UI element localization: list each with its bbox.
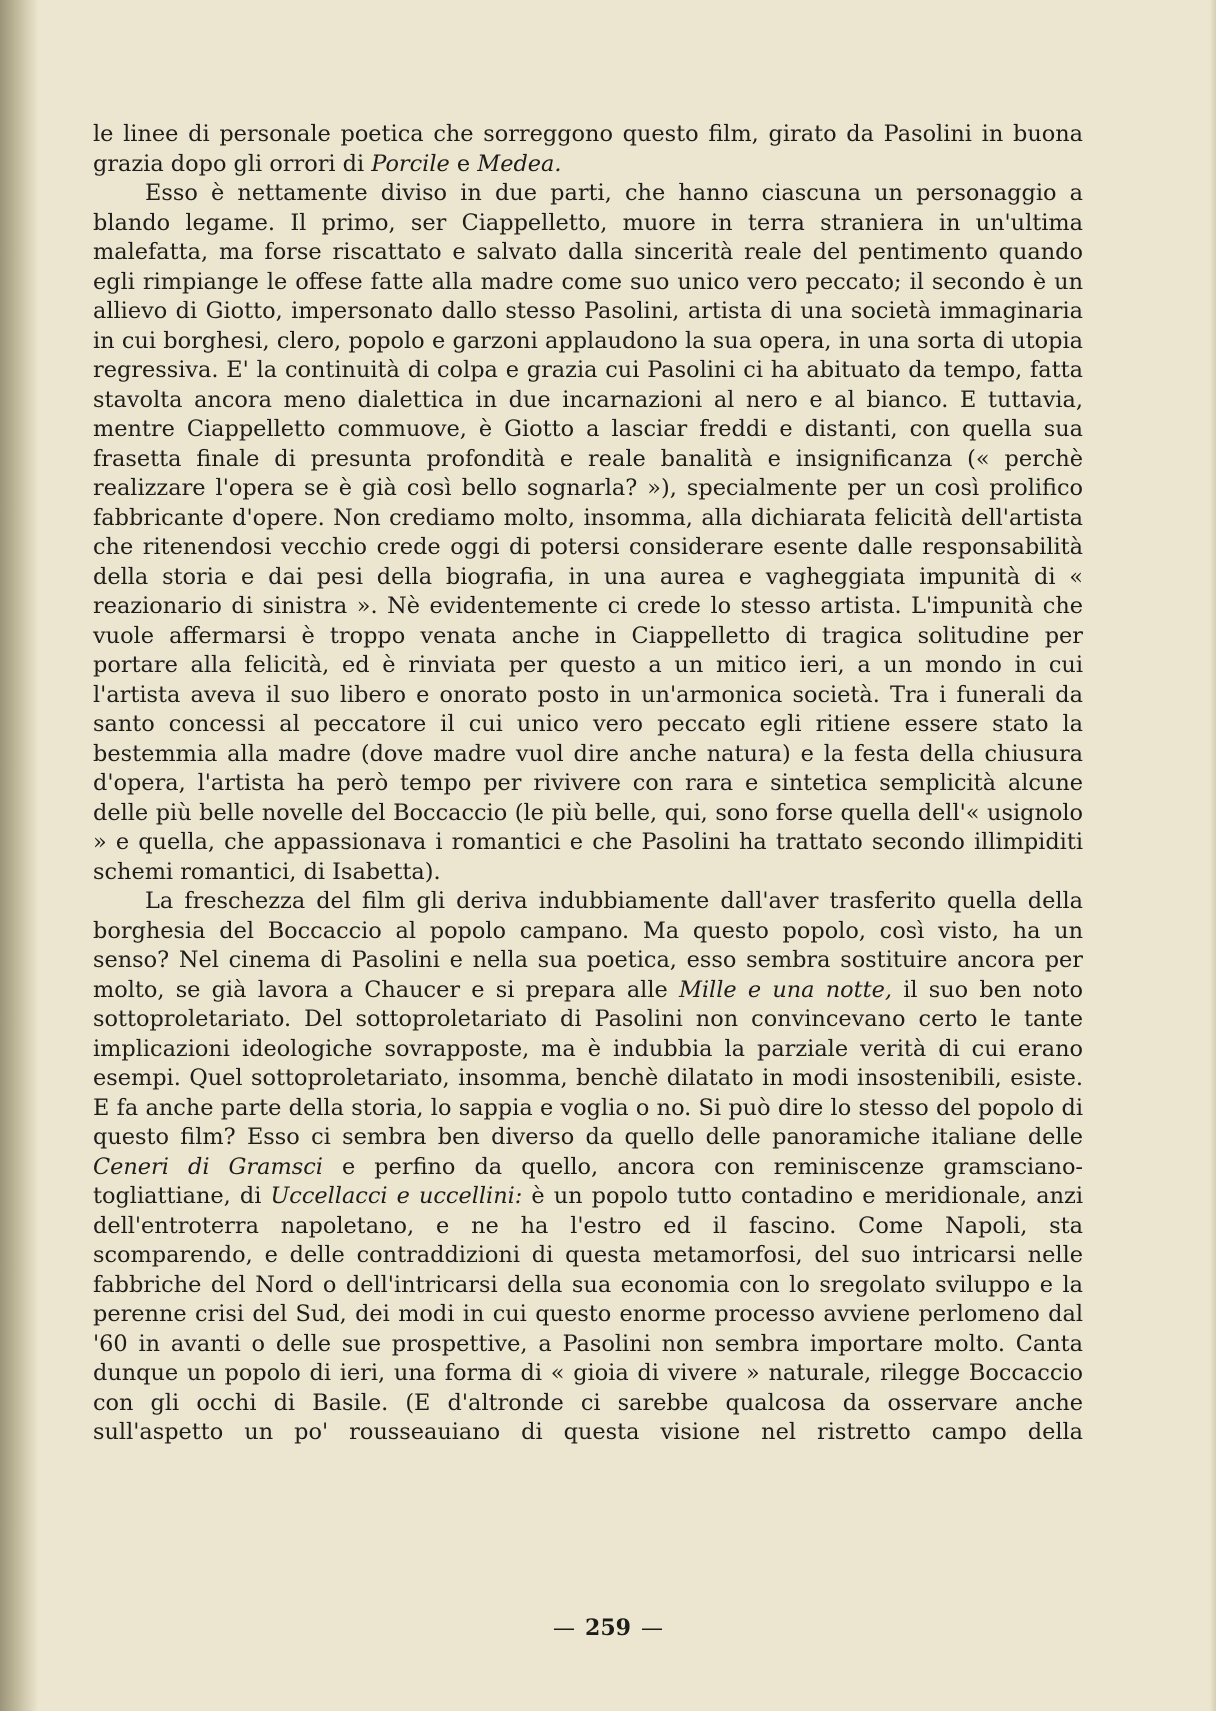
text-run: è un popolo tutto contadino e meridionale, anzi dell'entroterra napoletano, e ne ha l'estro ed il fascino. Come Napoli, sta scomparendo, e delle contraddizioni di questa metamorfosi, del suo intricarsi nelle fabbriche del Nord o dell'intricarsi della sua economia con lo sregolato sviluppo e la perenne crisi del Sud, dei modi in cui questo enorme processo avviene perlomeno dal '60 in avanti o delle sue prospettive, a Pasolini non sembra importare molto. Canta dunque un popolo di ieri, una forma di « gioia di vivere » naturale, rilegge Boccaccio con gli occhi di Basile. (E d'altronde ci sarebbe qualcosa da osservare anche sull'aspetto un po' rousseauiano di questa visione nel ristretto campo della [93,1183,1083,1445]
italic-title: Ceneri di Gramsci [93,1153,323,1180]
binding-shadow [0,0,38,1711]
italic-title: Uccellacci e uccellini: [270,1183,523,1209]
italic-title: Mille e una notte, [678,976,892,1003]
paragraph [93,887,1083,1448]
text-run: e perfino da quello, ancora con reminiscenze gramsciano-togliattiane, di [93,1153,1083,1209]
text-run: e [449,150,478,177]
body-text [93,120,1083,1448]
paragraph [93,120,1083,179]
italic-title: Porcile [371,150,450,177]
page-edge [1210,0,1216,1711]
page-number [0,1615,1216,1641]
text-run: Esso è nettamente diviso in due parti, che hanno ciascuna un personaggio a blando legame. Il primo, ser Ciappelletto, muore in terra straniera in un'ultima malefatta, ma forse riscattato e salvato dalla sincerità reale del pentimento quando egli rimpiange le offese fatte alla madre come suo unico vero peccato; il secondo è un allievo di Giotto, impersonato dallo stesso Pasolini, artista di una società immaginaria in cui borghesi, clero, popolo e garzoni applaudono la sua opera, in una sorta di utopia regressiva. E' la continuità di colpa e grazia cui Pasolini ci ha abituato da tempo, fatta stavolta ancora meno dialettica in due incarnazioni al nero e al bianco. E tuttavia, mentre Ciappelletto commuove, è Giotto a lasciar freddi e distanti, con quella sua frasetta finale di presunta profondità e reale banalità e insignificanza (« perchè realizzare l'opera se è già così bello sognarla? »), specialmente per un così prolifico fabbricante d'opere. Non crediamo molto, insomma, alla dichiarata felicità dell'artista che ritenendosi vecchio crede oggi di potersi considerare esente dalle responsabilità della storia e dai pesi della biografia, in una aurea e vagheggiata impunità di « reazionario di sinistra ». Nè evidentemente ci crede lo stesso artista. L'impunità che vuole affermarsi è troppo venata anche in Ciappelletto di tragica solitudine per portare alla felicità, ed è rinviata per questo a un mitico ieri, a un mondo in cui l'artista aveva il suo libero e onorato posto in un'armonica società. Tra i funerali da santo concessi al peccatore il cui unico vero peccato egli ritiene essere stato la bestemmia alla madre (dove madre vuol dire anche natura) e la festa della chiusura d'opera, l'artista ha però tempo per rivivere con rara e sintetica semplicità alcune delle più belle novelle del Boccaccio (le più belle, qui, sono forse quella dell'« usignolo » e quella, che appassionava i romantici e che Pasolini ha trattato secondo illimpiditi schemi romantici, di Isabetta). [93,180,1083,885]
folio-dash-left: — [553,1616,576,1641]
text-run: il suo ben noto sottoproletariato. Del sottoproletariato di Pasolini non convincevano certo le tante implicazioni ideologiche sovrapposte, ma è indubbia la parziale verità di cui erano esempi. Quel sottoproletariato, insomma, benchè dilatato in modi insostenibili, esiste. E fa anche parte della storia, lo sappia e voglia o no. Si può dire lo stesso del popolo di questo film? Esso ci sembra ben diverso da quello delle panoramiche italiane delle [93,976,1083,1150]
page-number-value: 259 [585,1615,631,1641]
paragraph [93,179,1083,887]
text-run: La freschezza del film gli deriva indubbiamente dall'aver trasferito quella della borghesia del Boccaccio al popolo campano. Ma questo popolo, così visto, ha un senso? Nel cinema di Pasolini e nella sua poetica, esso sembra sostituire ancora per molto, se già lavora a Chaucer e si prepara alle [93,888,1083,1003]
italic-title: Medea. [477,150,562,177]
folio-dash-right: — [640,1616,663,1641]
text-run: le linee di personale poetica che sorreggono questo film, girato da Pasolini in buona grazia dopo gli orrori di [93,121,1083,177]
